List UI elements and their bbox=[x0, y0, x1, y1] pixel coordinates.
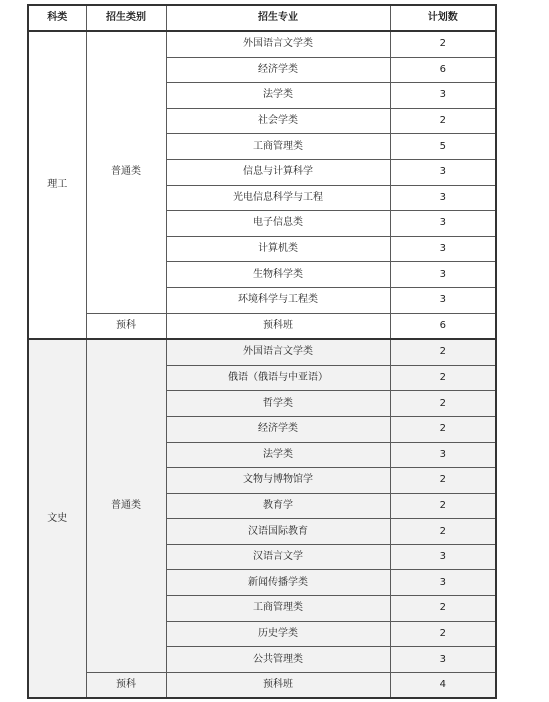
count-cell: 3 bbox=[390, 236, 496, 262]
enrollment-plan-table bbox=[27, 4, 497, 699]
count-cell: 2 bbox=[390, 31, 496, 57]
count-cell: 3 bbox=[390, 159, 496, 185]
count-cell: 3 bbox=[390, 287, 496, 313]
major-cell: 外国语言文学类 bbox=[166, 31, 390, 57]
count-cell: 2 bbox=[390, 621, 496, 647]
group-ligong bbox=[28, 31, 496, 339]
count-cell: 2 bbox=[390, 365, 496, 391]
major-cell: 经济学类 bbox=[166, 57, 390, 83]
count-cell: 3 bbox=[390, 544, 496, 570]
count-cell: 2 bbox=[390, 108, 496, 134]
count-cell: 4 bbox=[390, 672, 496, 698]
header-major: 招生专业 bbox=[166, 5, 390, 31]
category-cell: 理工 bbox=[28, 31, 86, 339]
count-cell: 2 bbox=[390, 416, 496, 442]
header-row bbox=[28, 5, 496, 31]
major-cell: 社会学类 bbox=[166, 108, 390, 134]
count-cell: 6 bbox=[390, 57, 496, 83]
group-wenshi bbox=[28, 339, 496, 698]
count-cell: 2 bbox=[390, 468, 496, 494]
major-cell: 信息与计算科学 bbox=[166, 159, 390, 185]
count-cell: 3 bbox=[390, 262, 496, 288]
type-cell: 预科 bbox=[86, 672, 166, 698]
count-cell: 2 bbox=[390, 493, 496, 519]
count-cell: 3 bbox=[390, 442, 496, 468]
header-count: 计划数 bbox=[390, 5, 496, 31]
major-cell: 哲学类 bbox=[166, 391, 390, 417]
major-cell: 电子信息类 bbox=[166, 211, 390, 237]
major-cell: 预科班 bbox=[166, 313, 390, 339]
major-cell: 环境科学与工程类 bbox=[166, 287, 390, 313]
count-cell: 3 bbox=[390, 647, 496, 673]
major-cell: 经济学类 bbox=[166, 416, 390, 442]
count-cell: 3 bbox=[390, 211, 496, 237]
category-cell: 文史 bbox=[28, 339, 86, 698]
major-cell: 生物科学类 bbox=[166, 262, 390, 288]
major-cell: 法学类 bbox=[166, 83, 390, 109]
major-cell: 法学类 bbox=[166, 442, 390, 468]
major-cell: 汉语言文学 bbox=[166, 544, 390, 570]
count-cell: 2 bbox=[390, 519, 496, 545]
major-cell: 外国语言文学类 bbox=[166, 339, 390, 365]
table-row bbox=[28, 31, 496, 57]
major-cell: 公共管理类 bbox=[166, 647, 390, 673]
major-cell: 教育学 bbox=[166, 493, 390, 519]
major-cell: 工商管理类 bbox=[166, 134, 390, 160]
major-cell: 光电信息科学与工程 bbox=[166, 185, 390, 211]
table-row bbox=[28, 313, 496, 339]
count-cell: 3 bbox=[390, 185, 496, 211]
major-cell: 文物与博物馆学 bbox=[166, 468, 390, 494]
count-cell: 2 bbox=[390, 339, 496, 365]
header-category: 科类 bbox=[28, 5, 86, 31]
type-cell: 预科 bbox=[86, 313, 166, 339]
count-cell: 3 bbox=[390, 570, 496, 596]
header-type: 招生类别 bbox=[86, 5, 166, 31]
table-row bbox=[28, 339, 496, 365]
major-cell: 工商管理类 bbox=[166, 596, 390, 622]
count-cell: 2 bbox=[390, 391, 496, 417]
count-cell: 6 bbox=[390, 313, 496, 339]
major-cell: 新闻传播学类 bbox=[166, 570, 390, 596]
count-cell: 5 bbox=[390, 134, 496, 160]
major-cell: 汉语国际教育 bbox=[166, 519, 390, 545]
major-cell: 历史学类 bbox=[166, 621, 390, 647]
major-cell: 预科班 bbox=[166, 672, 390, 698]
major-cell: 计算机类 bbox=[166, 236, 390, 262]
count-cell: 2 bbox=[390, 596, 496, 622]
type-cell: 普通类 bbox=[86, 31, 166, 313]
count-cell: 3 bbox=[390, 83, 496, 109]
table-row bbox=[28, 672, 496, 698]
major-cell: 俄语（俄语与中亚语） bbox=[166, 365, 390, 391]
type-cell: 普通类 bbox=[86, 339, 166, 672]
